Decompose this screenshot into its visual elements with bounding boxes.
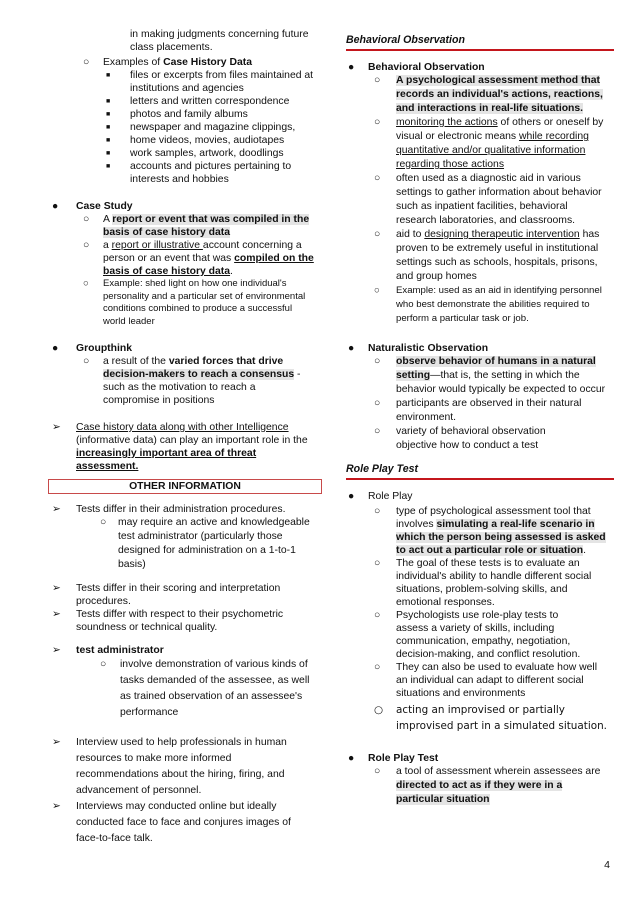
circle-bullet-icon: ○: [83, 240, 90, 251]
groupthink-item: ○ a result of the varied forces that drive decision-makers to reach a consensus - such as the motivation to reach a compromise in positions: [83, 356, 301, 406]
test-administrator-heading: ➢ test administrator: [52, 645, 164, 656]
tests-psychometric-item: ➢ Tests differ with respect to their psychometric soundness or technical quality.: [52, 609, 284, 633]
section-divider: [346, 478, 614, 480]
circle-bullet-icon: ○: [83, 356, 90, 367]
examples-items: ■ files or excerpts from files maintained at institutions and agencies ■ letters and written correspondence ■ photos and family albums ■ newspaper and magazine clippings, ■ home videos, movies, audiotapes ■ work samples, artwork, doodlings ■ accounts and pictures pertaining to interests and hobbies: [106, 70, 314, 185]
interview-item: ➢ Interviews may conducted online but ideally conducted face to face and conjures images of face-to-face talk.: [52, 801, 291, 844]
role-play-item: ○ type of psychological assessment tool that involves simulating a real-life scenario in which the person being assessed is asked to act out a particular role or situation.: [374, 506, 606, 556]
bullet-icon: ●: [348, 753, 355, 764]
role-play-item: ○ They can also be used to evaluate how well an individual can adapt to different social situations and environments: [374, 662, 598, 699]
groupthink-heading: ● Groupthink: [52, 343, 132, 354]
bullet-icon: ●: [52, 201, 59, 212]
circle-bullet-icon: ○: [374, 229, 381, 240]
circle-bullet-icon: ○: [374, 75, 381, 86]
role-play-test-item: ○ a tool of assessment wherein assessees are directed to act as if they were in a particular situation: [374, 766, 601, 805]
circle-bullet-icon: ○: [83, 57, 90, 68]
arrow-bullet-icon: ➢: [52, 422, 61, 433]
square-bullet-icon: ■: [106, 137, 111, 144]
tests-scoring-item: ➢ Tests differ in their scoring and interpretation procedures.: [52, 583, 281, 607]
arrow-bullet-icon: ➢: [52, 801, 61, 812]
role-play-test-section-heading: Role Play Test: [346, 463, 419, 475]
behavioral-observation-item: ○ A psychological assessment method that records an individual's actions, reactions, and interactions in real-life situations.: [374, 75, 603, 114]
role-play-item: ○ The goal of these tests is to evaluate an individual's ability to handle different social situations, problem-solving skills, and emotional responses.: [374, 558, 592, 608]
arrow-bullet-icon: ➢: [52, 645, 61, 656]
square-bullet-icon: ■: [106, 163, 111, 170]
behavioral-observation-section-heading: Behavioral Observation: [346, 34, 465, 46]
case-study-item: ○ a report or illustrative account concerning a person or an event that was compiled on the basis of case history data.: [83, 240, 314, 277]
circle-bullet-icon: ○: [374, 662, 381, 673]
case-study-heading: ● Case Study: [52, 201, 133, 212]
arrow-bullet-icon: ➢: [52, 737, 61, 748]
behavioral-observation-item: ○ Example: used as an aid in identifying personnel who best demonstrate the abilities required to perform a particular task or job.: [374, 285, 602, 324]
interview-item: ➢ Interview used to help professionals in human resources to make more informed recommendations about the hiring, firing, and advancement of personnel.: [52, 737, 287, 796]
bullet-icon: ●: [348, 491, 355, 502]
circle-bullet-icon: ○: [83, 278, 89, 289]
behavioral-observation-item: ○ aid to designing therapeutic intervention has proven to be extremely useful in institutional settings such as schools, hospitals, prisons, and group homes: [374, 229, 600, 282]
square-bullet-icon: ■: [106, 98, 111, 105]
circle-bullet-icon: ○: [83, 214, 90, 225]
role-play-item: ○ acting an improvised or partially improvised part in a simulated situation.: [374, 704, 607, 732]
tests-admin-sub: ○ may require an active and knowledgeable test administrator (particularly those designed for administration on a 1-to-1 basis): [100, 517, 310, 570]
bullet-icon: ●: [348, 343, 355, 354]
circle-bullet-icon: ○: [374, 558, 381, 569]
behavioral-observation-item: ○ often used as a diagnostic aid in various settings to gather information about behavior such as inpatient facilities, behavioral research laboratories, and classrooms.: [374, 173, 602, 226]
page-number: 4: [604, 859, 610, 871]
circle-bullet-icon: ○: [374, 398, 381, 409]
square-bullet-icon: ■: [106, 124, 111, 131]
right-column: [346, 28, 614, 807]
behavioral-observation-item: ○ monitoring the actions of others or oneself by visual or electronic means while recording quantitative and/or qualitative information regarding those actions: [374, 117, 604, 170]
left-column: [48, 28, 322, 847]
tests-admin-item: ➢ Tests differ in their administration procedures.: [52, 504, 286, 515]
behavioral-observation-heading: ● Behavioral Observation: [348, 62, 485, 73]
section-divider: [346, 49, 614, 51]
test-administrator-sub: ○ involve demonstration of various kinds of tasks demanded of the assessee, as well as trained observation of an assessee's performance: [100, 659, 310, 718]
circle-bullet-icon: ○: [374, 173, 381, 184]
other-information-heading: OTHER INFORMATION: [48, 479, 322, 494]
naturalistic-observation-item: ○ variety of behavioral observation objective how to conduct a test: [374, 426, 546, 451]
circle-bullet-icon: ○: [100, 659, 107, 670]
square-bullet-icon: ■: [106, 150, 111, 157]
examples-list: ○ Examples of Case History Data: [83, 57, 252, 68]
circle-bullet-icon: ○: [374, 426, 381, 437]
circle-bullet-icon: ○: [374, 610, 381, 621]
naturalistic-observation-heading: ● Naturalistic Observation: [348, 343, 489, 354]
bullet-icon: ●: [348, 62, 355, 73]
case-study-item: ○ Example: shed light on how one individual's personality and a particular set of environmental conditions combined to produce a successful world leader: [83, 278, 306, 327]
circle-bullet-icon: ○: [374, 285, 380, 296]
role-play-test-heading: ● Role Play Test: [348, 753, 439, 764]
role-play-heading: ● Role Play: [348, 491, 413, 502]
circle-bullet-icon: ○: [100, 517, 107, 528]
bullet-icon: ●: [52, 343, 59, 354]
circle-bullet-icon: ○: [374, 117, 381, 128]
case-study-item: ○ A report or event that was compiled in the basis of case history data: [83, 214, 310, 238]
arrow-bullet-icon: ➢: [52, 609, 61, 620]
square-bullet-icon: ■: [106, 72, 111, 79]
continued-text: in making judgments concerning future class placements.: [130, 29, 309, 53]
naturalistic-observation-item: ○ participants are observed in their natural environment.: [374, 398, 582, 423]
circle-bullet-icon: ○: [374, 506, 381, 517]
square-bullet-icon: ■: [106, 111, 111, 118]
circle-bullet-icon: ○: [374, 766, 381, 777]
arrow-bullet-icon: ➢: [52, 504, 61, 515]
arrow-bullet-icon: ➢: [52, 583, 61, 594]
circle-bullet-icon: ○: [374, 356, 381, 367]
naturalistic-observation-item: ○ observe behavior of humans in a natural setting—that is, the setting in which the behavior would typically be expected to occur: [374, 356, 606, 395]
circle-bullet-icon: ○: [374, 704, 384, 716]
role-play-item: ○ Psychologists use role-play tests to assess a variety of skills, including communication, empathy, negotiation, decision-making, and conflict resolution.: [374, 610, 581, 660]
case-history-arrow-item: ➢ Case history data along with other Intelligence (informative data) can play an important role in the increasingly important area of threat assessment.: [52, 422, 308, 472]
